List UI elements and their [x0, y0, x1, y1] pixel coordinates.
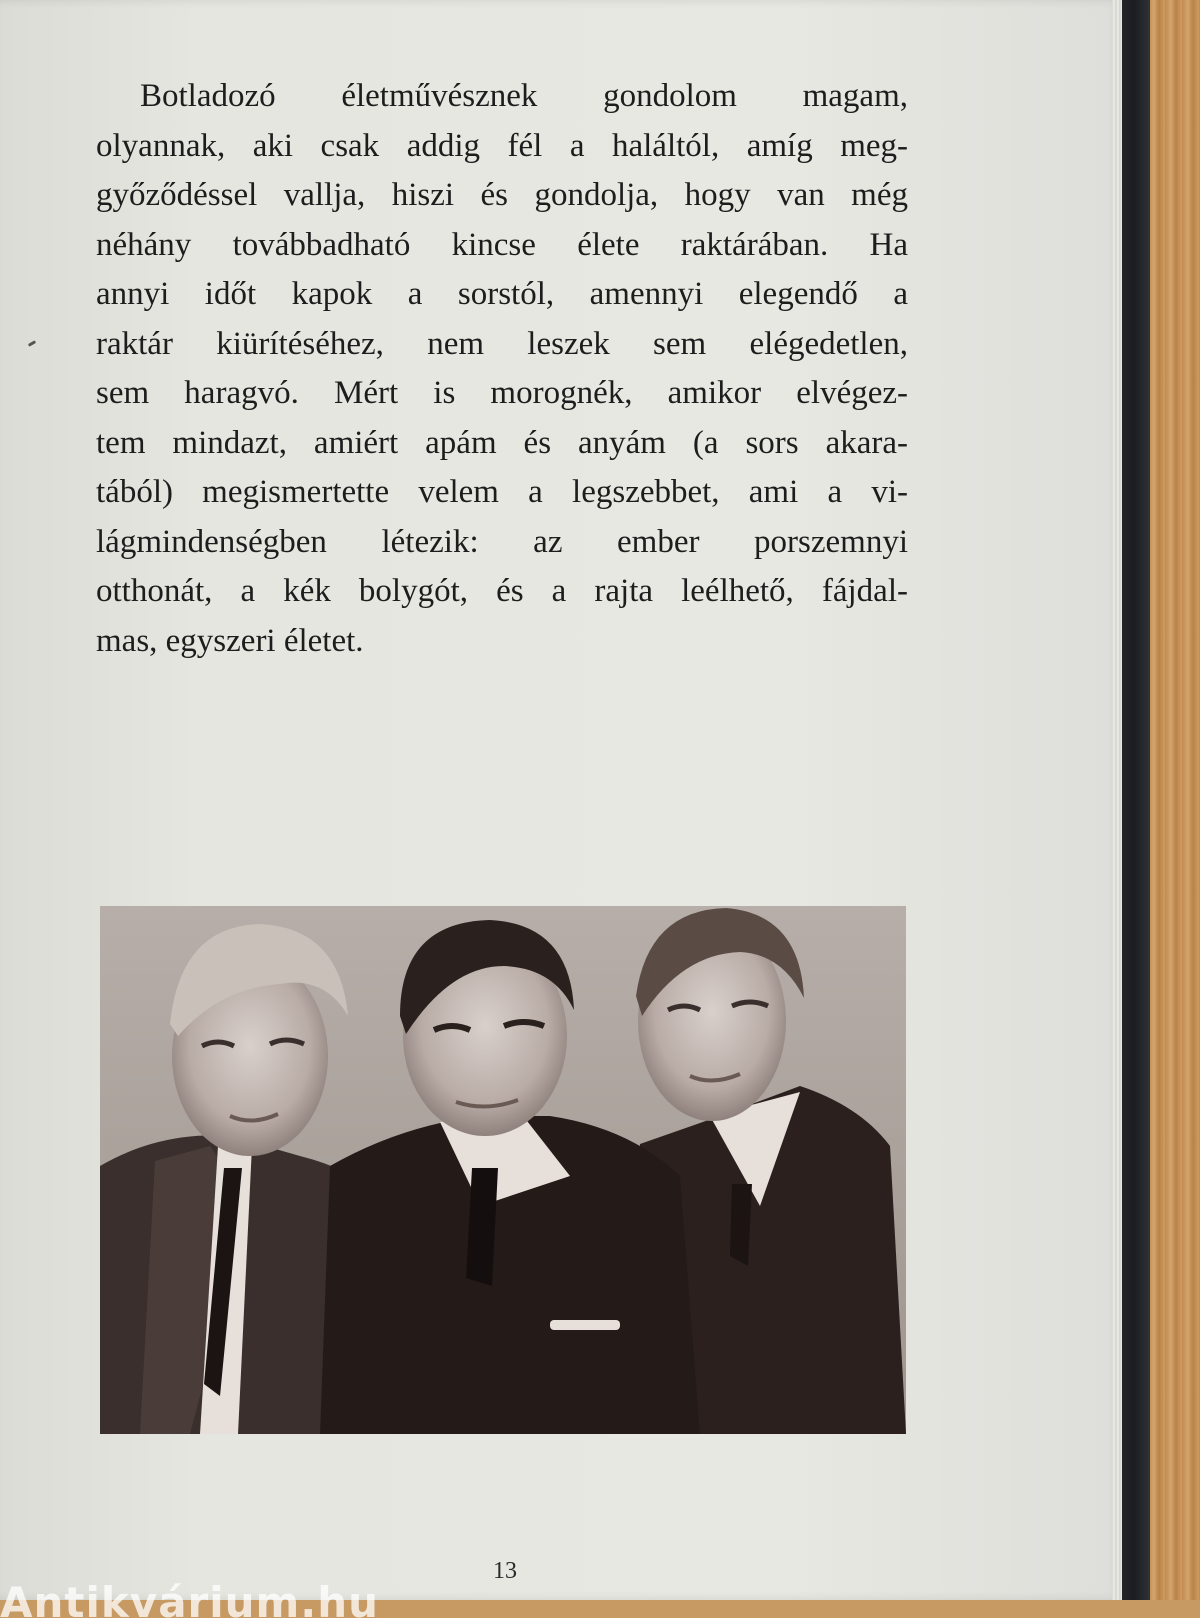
text-line: Botladozó életművésznek gondolom magam, — [140, 78, 908, 114]
photo-illustration — [100, 906, 906, 1434]
text-line: annyi időt kapok a sorstól, amennyi elegendő a — [96, 276, 908, 312]
paragraph — [96, 72, 908, 666]
text-line: sem haragvó. Mért is morognék, amikor elvégez- — [96, 375, 908, 411]
text-line: olyannak, aki csak addig fél a haláltól, amíg meg- — [96, 127, 908, 164]
text-line: mas, egyszeri életet. — [96, 622, 364, 659]
text-line: raktár kiürítéséhez, nem leszek sem elégedetlen, — [96, 325, 908, 362]
wooden-table-background — [1148, 0, 1200, 1600]
text-line: lágmindenségben létezik: az ember porszemnyi — [96, 523, 908, 560]
text-line: tából) megismertette velem a legszebbet, ami a vi- — [96, 474, 908, 510]
text-line: néhány továbbadható kincse élete raktárában. Ha — [96, 226, 908, 263]
page-edge — [1112, 0, 1122, 1600]
page-number: 13 — [493, 1558, 517, 1584]
text-line: tem mindazt, amiért apám és anyám (a sors akara- — [96, 424, 908, 461]
text-line: győződéssel vallja, hiszi és gondolja, hogy van még — [96, 177, 908, 213]
watermark: Antikvárium.hu — [0, 1578, 380, 1618]
text-line: otthonát, a kék bolygót, és a rajta leélhető, fájdal- — [96, 573, 908, 609]
black-and-white-photo — [100, 906, 906, 1434]
paper-speck — [28, 340, 36, 347]
